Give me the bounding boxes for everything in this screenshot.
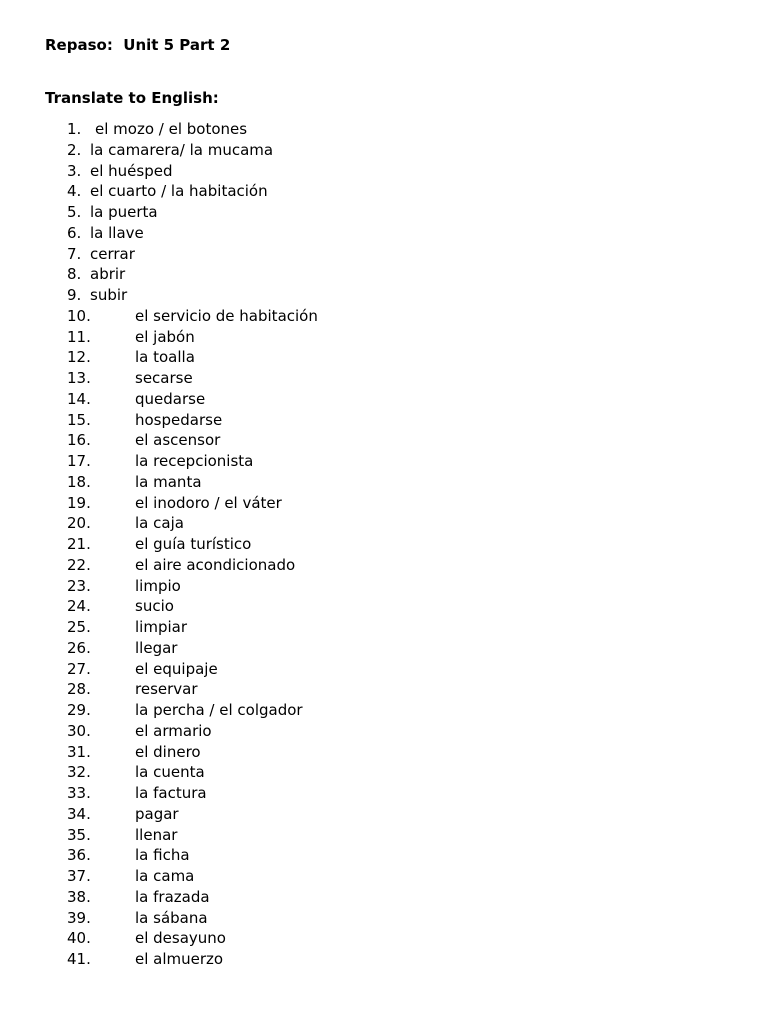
vocab-term: el mozo / el botones <box>95 120 248 138</box>
item-number: 10. <box>67 306 91 325</box>
vocab-term: el servicio de habitación <box>135 306 318 325</box>
vocab-term: la frazada <box>135 887 210 906</box>
vocab-term: la ficha <box>135 846 190 865</box>
vocab-term: la manta <box>135 472 202 491</box>
item-number: 39. <box>67 908 91 927</box>
item-number: 36. <box>67 846 91 865</box>
item-number: 4. <box>67 182 82 201</box>
item-number: 17. <box>67 452 91 470</box>
item-number: 33. <box>67 784 91 802</box>
vocab-term: el ascensor <box>135 431 221 450</box>
item-number: 6. <box>67 223 82 242</box>
item-number: 40. <box>67 929 91 948</box>
item-number: 13. <box>67 369 91 387</box>
vocab-term: pagar <box>135 804 179 823</box>
vocab-term: llenar <box>135 825 178 844</box>
item-number: 31. <box>67 742 91 761</box>
vocab-term: reservar <box>135 680 198 699</box>
vocab-term: el armario <box>135 721 212 740</box>
vocab-term: la sábana <box>135 908 208 927</box>
vocab-term: la puerta <box>90 203 158 221</box>
vocab-term: el jabón <box>135 327 195 346</box>
item-number: 12. <box>67 348 91 367</box>
item-number: 28. <box>67 680 91 699</box>
item-number: 7. <box>67 244 82 263</box>
item-number: 26. <box>67 638 91 657</box>
item-number: 30. <box>67 721 91 740</box>
item-number: 2. <box>67 140 82 159</box>
item-number: 5. <box>67 203 82 221</box>
vocab-term: el equipaje <box>135 659 218 678</box>
vocab-term: secarse <box>135 369 193 387</box>
item-number: 8. <box>67 265 82 284</box>
instructions-heading: Translate to English: <box>45 89 219 107</box>
item-number: 9. <box>67 286 82 304</box>
item-number: 11. <box>67 327 91 346</box>
vocab-term: cerrar <box>90 244 135 263</box>
item-number: 21. <box>67 535 91 553</box>
vocab-term: abrir <box>90 265 126 284</box>
vocab-term: la cama <box>135 867 195 885</box>
item-number: 19. <box>67 493 91 512</box>
vocab-term: llegar <box>135 638 178 657</box>
item-number: 41. <box>67 950 91 968</box>
item-number: 14. <box>67 389 91 408</box>
vocab-term: limpiar <box>135 618 187 636</box>
item-number: 3. <box>67 161 82 180</box>
document-title: Repaso: Unit 5 Part 2 <box>45 36 231 54</box>
item-number: 25. <box>67 618 91 636</box>
vocab-term: el huésped <box>90 161 173 180</box>
vocab-term: sucio <box>135 597 174 616</box>
item-number: 35. <box>67 825 91 844</box>
vocab-term: el cuarto / la habitación <box>90 182 268 201</box>
item-number: 38. <box>67 887 91 906</box>
item-number: 1. <box>67 120 82 138</box>
item-number: 16. <box>67 431 91 450</box>
vocab-term: el inodoro / el váter <box>135 493 282 512</box>
item-number: 23. <box>67 576 91 595</box>
item-number: 24. <box>67 597 91 616</box>
item-number: 22. <box>67 555 91 574</box>
vocab-term: la camarera/ la mucama <box>90 140 274 159</box>
vocab-term: limpio <box>135 576 181 595</box>
item-number: 20. <box>67 514 91 533</box>
vocab-term: el desayuno <box>135 929 226 948</box>
vocab-term: la percha / el colgador <box>135 701 303 719</box>
vocab-term: subir <box>90 286 128 304</box>
vocab-term: el guía turístico <box>135 535 252 553</box>
vocab-term: la llave <box>90 223 144 242</box>
vocab-term: la caja <box>135 514 184 533</box>
vocab-term: la factura <box>135 784 207 802</box>
vocab-term: hospedarse <box>135 410 223 429</box>
item-number: 29. <box>67 701 91 719</box>
item-number: 37. <box>67 867 91 885</box>
item-number: 27. <box>67 659 91 678</box>
vocab-term: el almuerzo <box>135 950 224 968</box>
vocab-term: la recepcionista <box>135 452 254 470</box>
vocab-term: el aire acondicionado <box>135 555 296 574</box>
vocab-term: la toalla <box>135 348 195 367</box>
vocab-term: la cuenta <box>135 763 205 782</box>
item-number: 32. <box>67 763 91 782</box>
vocab-term: el dinero <box>135 742 201 761</box>
item-number: 18. <box>67 472 91 491</box>
vocab-term: quedarse <box>135 389 206 408</box>
item-number: 34. <box>67 804 91 823</box>
item-number: 15. <box>67 410 91 429</box>
